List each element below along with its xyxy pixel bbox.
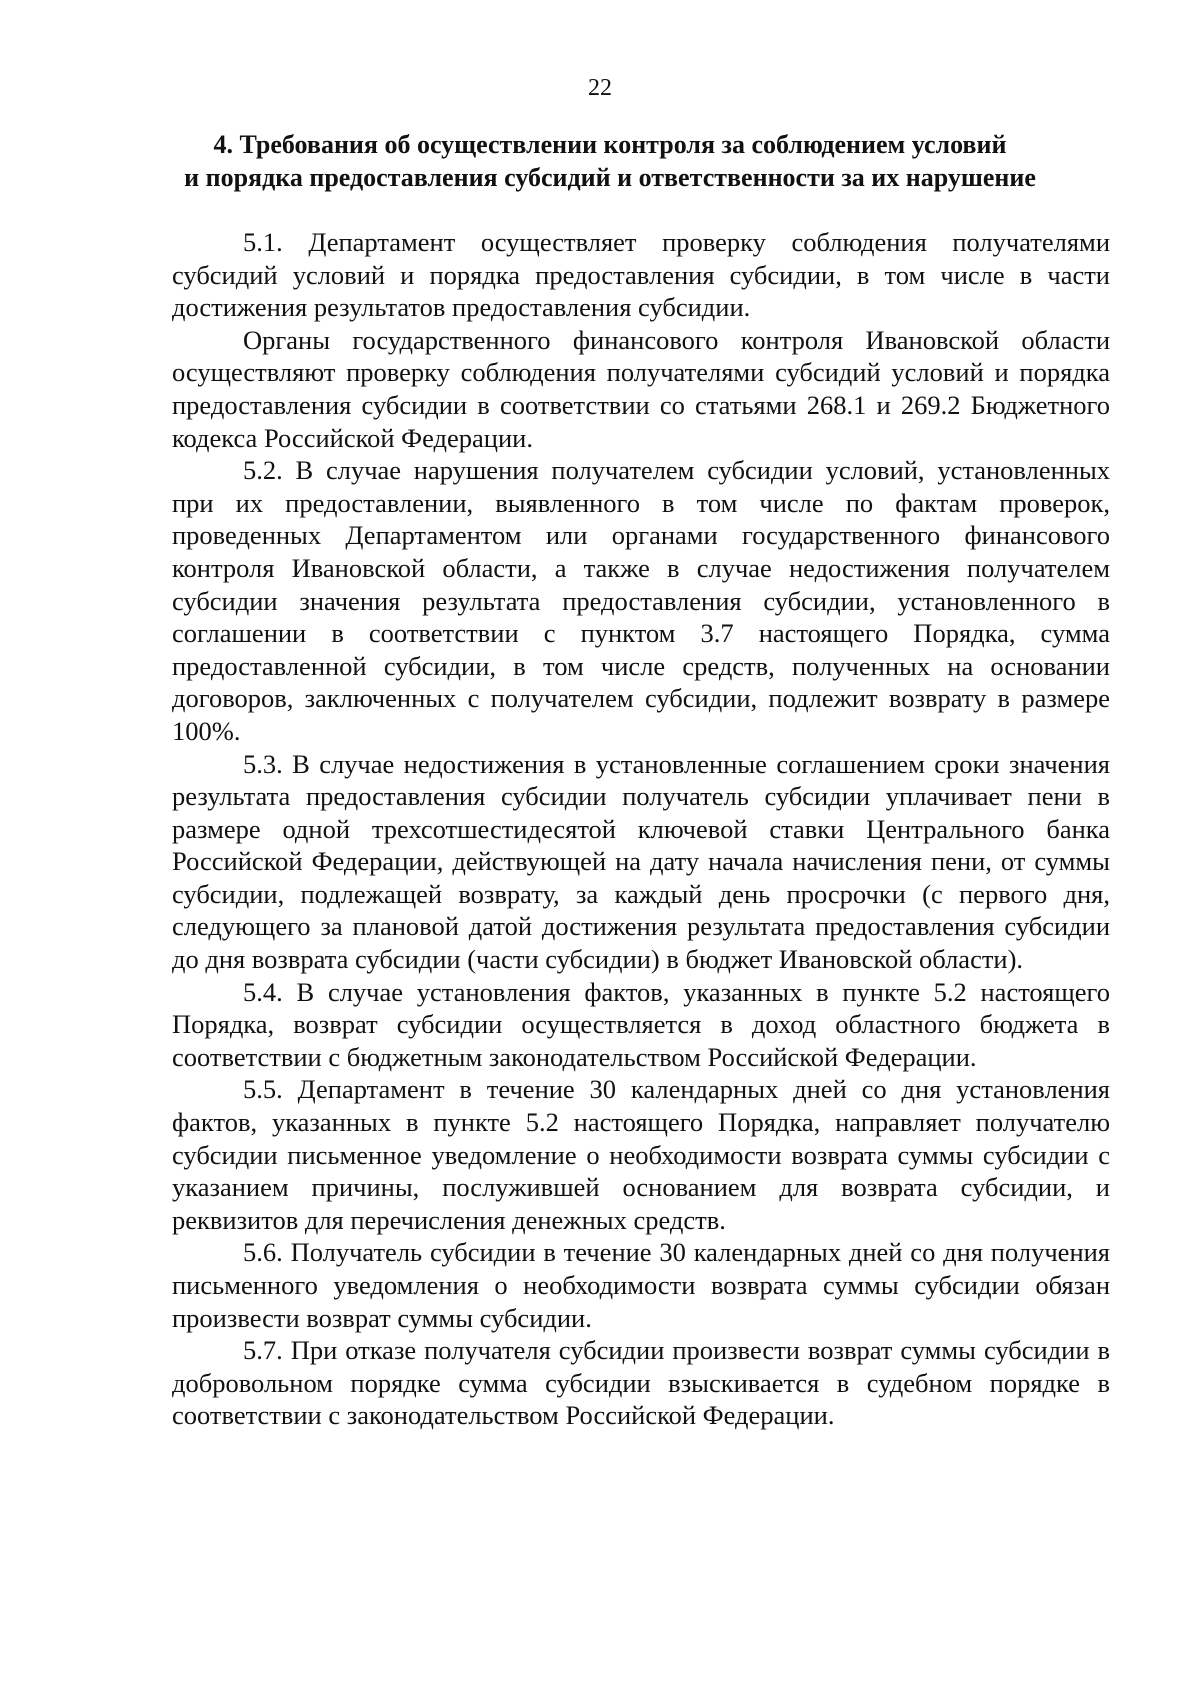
paragraph-5-3: 5.3. В случае недостижения в установленные соглашением сроки значения результата предоставления субсидии получатель субсидии уплачивает пени в размере одной трехсотшестидесятой ключевой ставки Центрального банка Российской Федерации, действующей на дату начала начисления пени, от суммы субсидии, подлежащей возврату, за каждый день просрочки (с первого дня, следующего за плановой датой достижения результата предоставления субсидии до дня возврата субсидии (части субсидии) в бюджет Ивановской области). [172, 748, 1110, 975]
paragraph-5-1-control-bodies: Органы государственного финансового контроля Ивановской области осуществляют проверку соблюдения получателями субсидий условий и порядка предоставления субсидии в соответствии со статьями 268.1 и 269.2 Бюджетного кодекса Российской Федерации. [172, 324, 1110, 453]
section-heading [150, 128, 1070, 194]
paragraph-5-7: 5.7. При отказе получателя субсидии произвести возврат суммы субсидии в добровольном порядке сумма субсидии взыскивается в судебном порядке в соответствии с законодательством Российской Федерации. [172, 1335, 1110, 1431]
paragraph-5-5: 5.5. Департамент в течение 30 календарных дней со дня установления фактов, указанных в пункте 5.2 настоящего Порядка, направляет получателю субсидии письменное уведомление о необходимости возврата суммы субсидии с указанием причины, послужившей основанием для возврата субсидии, и реквизитов для перечисления денежных средств. [172, 1074, 1110, 1235]
section-heading-line-1: 4. Требования об осуществлении контроля за соблюдением условий [213, 130, 1007, 159]
paragraph-5-1: 5.1. Департамент осуществляет проверку соблюдения получателями субсидий условий и порядка предоставления субсидии, в том числе в части достижения результатов предоставления субсидии. [172, 227, 1110, 323]
paragraph-5-2: 5.2. В случае нарушения получателем субсидии условий, установленных при их предоставлении, выявленного в том числе по фактам проверок, проведенных Департаментом или органами государственного финансового контроля Ивановской области, а также в случае недостижения получателем субсидии значения результата предоставления субсидии, установленного в соглашении в соответствии с пунктом 3.7 настоящего Порядка, сумма предоставленной субсидии, в том числе средств, полученных на основании договоров, заключенных с получателем субсидии, подлежит возврату в размере 100%. [172, 455, 1110, 746]
document-body [172, 226, 1110, 1432]
section-heading-line-2: и порядка предоставления субсидий и ответственности за их нарушение [184, 163, 1036, 192]
paragraph-5-4: 5.4. В случае установления фактов, указанных в пункте 5.2 настоящего Порядка, возврат субсидии осуществляется в доход областного бюджета в соответствии с бюджетным законодательством Российской Федерации. [172, 976, 1110, 1072]
paragraph-5-6: 5.6. Получатель субсидии в течение 30 календарных дней со дня получения письменного уведомления о необходимости возврата суммы субсидии обязан произвести возврат суммы субсидии. [172, 1237, 1110, 1333]
page-number: 22 [588, 75, 612, 101]
